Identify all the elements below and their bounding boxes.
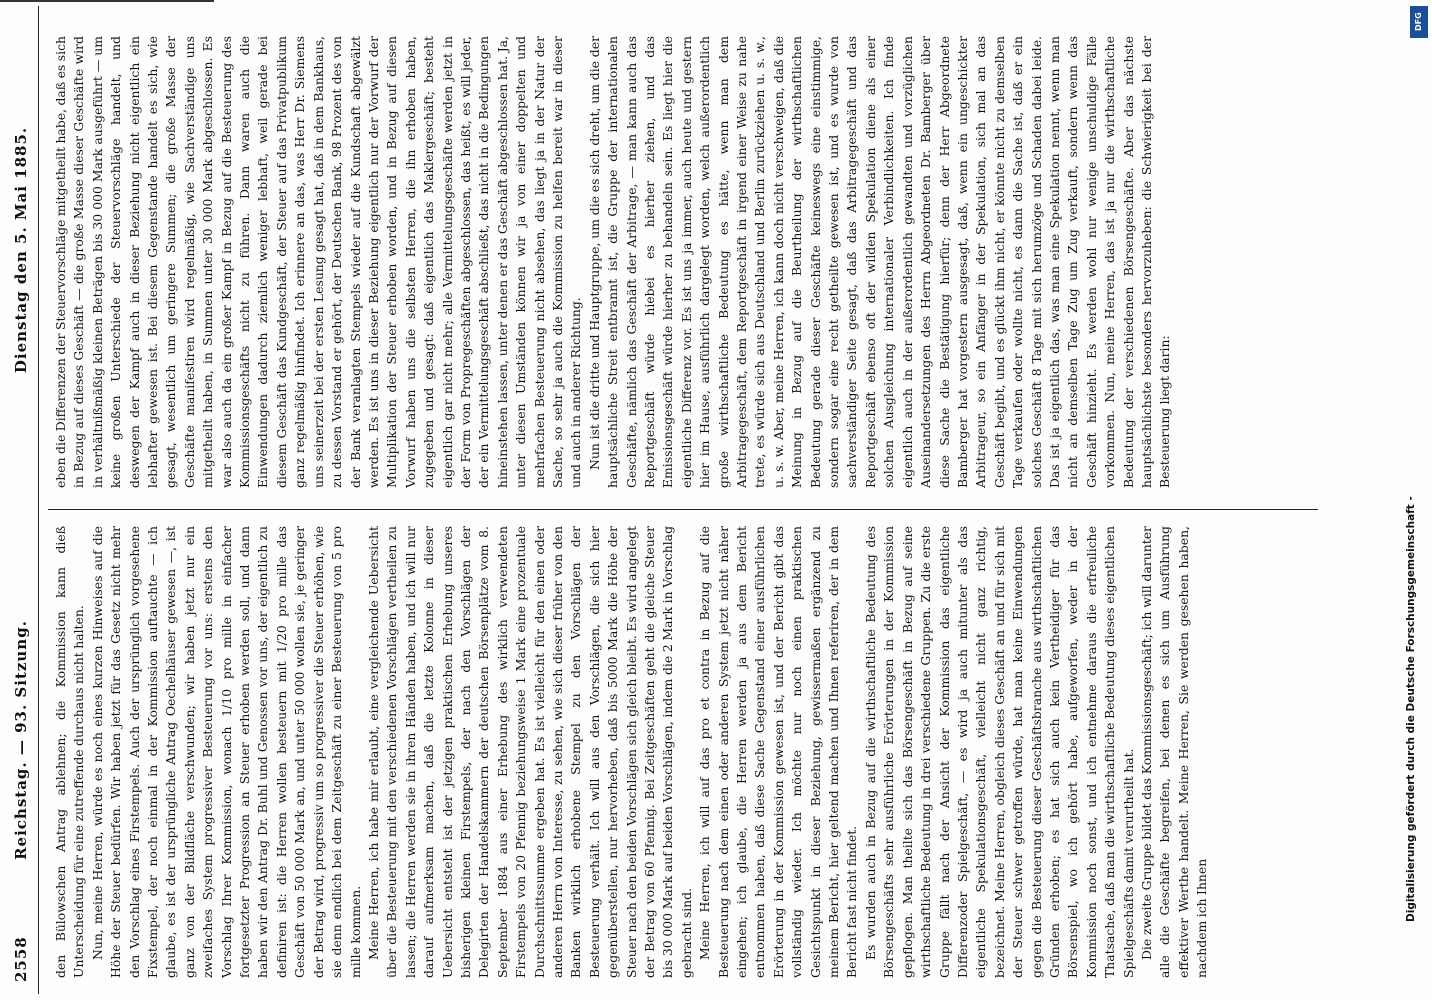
footer-credit: Digitalisierung gefördert durch die Deutsche Forschungsgemeinschaft -	[1405, 496, 1417, 922]
column-divider	[48, 509, 1318, 510]
paragraph: Meine Herren, ich habe mir erlaubt, eine vergleichende Uebersicht über die Besteuerung mit den verschiedenen Vorschlägen vertheilen zu lassen; die Herren werden sie in ihren Händen haben, und ich will nur darauf aufmerksam machen, daß die letzte Kolonne in dieser Uebersicht entsteht ist der jetzigen praktischen Erhebung unseres bisherigen kleinen Firstempels, der nach den Vorschlägen der Delegirten der Handelskammern der deutschen Börsenplätze vom 8. September 1884 aus einer Erhebung des wirklich verwendeten Firstempels von 20 Pfennig beziehungsweise 1 Mark eine prozentuale Durchschnittssumme ergeben hat. Es ist vielleicht für den einen oder anderen Herrn von Interesse, zu sehen, wie sich dieser früher von den Banken wirklich erhobene Stempel zu den Vorschlägen der Besteuerung verhält. Ich will aus den Vorschlägen, die sich hier gegenüberstellen, nur hervorheben, daß bis 5000 Mark die Höhe der Steuer nach den beiden Vorschlägen sich gleich bleibt. Es wird angelegt der Betrag von 60 Pfennig. Bei Zeitgeschäften geht die gleiche Steuer bis 30 000 Mark auf beiden Vorschlägen, indem die 2 Mark in Vorschlag gebracht sind.	[365, 526, 694, 978]
left-column	[52, 526, 1312, 978]
right-column	[52, 36, 1312, 488]
running-header	[0, 0, 60, 1000]
paragraph: Meine Herren, ich will auf das pro et contra in Bezug auf die Besteuerung nach dem einen oder anderen System jetzt nicht näher eingehen; ich glaube, die Herren werden ja aus dem Bericht entnommen haben, daß diese Sache Gegenstand einer ausführlichen Erörterung in der Kommission gewesen ist, und der Bericht gibt das vollständig wieder. Ich möchte nur noch einen praktischen Gesichtspunkt in dieser Beziehung, gewissermaßen ergänzend zu meinem Bericht, hier geltend machen und Ihnen referiren, der in dem Bericht fast nicht findet.	[697, 526, 860, 978]
paragraph: eben die Differenzen der Steuervorschläge mitgetheilt habe, daß es sich in Bezug auf dieses Geschäft — die große Masse dieser Geschäfte wird in verhältnißmäßig kleinen Beträgen bis 30 000 Mark ausgeführt — um keine großen Unterschiede der Steuervorschläge handelt, und deswegen der Kampf auch in dieser Beziehung nicht eigentlich ein lebhafter gewesen ist. Bei diesem Gegenstande handelt es sich, wie gesagt, wesentlich um geringere Summen; die große Masse der Geschäfte manifestiren wird regelmäßig, wie Sachverständige uns mitgetheilt haben, in Summen unter 30 000 Mark abgeschlossen. Es war also auch da ein großer Kampf in Bezug auf die Besteuerung des Kommissionsgeschäfts nicht zu führen. Dann waren auch die Einwendungen dadurch ziemlich weniger lebhaft, weil gerade bei diesem Geschäft das Kundgeschäft, der Steuer auf das Privatpublikum ganz regelmäßig hinfindet. Ich erinnere an das, was Herr Dr. Siemens uns seinerzeit bei der ersten Lesung gesagt hat, daß in dem Bankhaus, zu dessen Vorstand er gehört, der Deutschen Bank, 98 Prozent des von der Bank veranlagten Stempels wieder auf die Kundschaft abgewälzt werden. Es ist uns in dieser Beziehung eigentlich nur der Vorwurf der Multiplikation der Steuer erhoben worden, und in Bezug auf diesen Vorwurf haben uns die selbsten Herren, die ihn erhoben haben, zugegeben und gesagt: daß eigentlich das Maklergeschäft; besteht eigentlich gar nicht mehr; alle Vermittelungsgeschäfte werden jetzt in der Form von Propregeschäften abgeschlossen, das heißt, es will jeder, der ein Vermittelungsgeschäft abschließt, das nicht in die Bedingungen hineinstehen lassen, unter denen er das Geschäft abgeschlossen hat. Ja, unter diesen Umständen können wir ja von einer doppelten und mehrfachen Besteuerung nicht absehen, das liegt ja in der Natur der Sache, so sehr ja auch die Kommission zu helfen bereit war in dieser und auch in anderer Richtung.	[53, 36, 584, 488]
page-number: 2558	[12, 936, 30, 982]
digitization-footer	[1390, 0, 1432, 1000]
header-right-title: Dienstag den 5. Mai 1885.	[12, 126, 30, 374]
paragraph: den Bülowschen Antrag ablehnen; die Kommission kann dieß Unterscheidung für eine zutreffende durchaus nicht halten.	[53, 526, 87, 978]
header-rule	[38, 6, 39, 994]
paragraph: Nun, meine Herren, würde es noch eines kurzen Hinweises auf die Höhe der Steuer bedürfen. Wir haben jetzt für das Gesetz nicht mehr den Vorschlag eines Firstempels. Auch der ursprünglich vorgesehene Fixstempel, der noch einmal in der Kommission auftauchte — ich glaube, es ist der ursprüngliche Antrag Oechelhäuser gewesen —, ist ganz von der Bildfläche verschwunden; wir haben jetzt nur ein zweifaches System progressiver Besteuerung vor uns: erstens den Vorschlag Ihrer Kommission, wonach 1/10 pro mille in einfacher fortgesetzter Progression an Steuer erhoben werden soll, und dann haben wir den Antrag Dr. Buhl und Genossen vor uns, der eigentlich zu definiren ist: die Herren wollen besteuern mit 1/20 pro mille das Geschäft von 50 000 Mark an, und unter 50 000 wollen sie, je geringer der Betrag wird, progressiv um so progressiver die Steuer erhöhen, wie sie denn endlich bei dem Zeitgeschäft zu einer Besteuerung von 5 pro mille kommen.	[89, 526, 363, 978]
paragraph: Nun ist die dritte und Hauptgruppe, um die es sich dreht, um die der hauptsächliche Streit entbrannt ist, die Gruppe der internationalen Geschäfte, nämlich das Geschäft der Arbitrage, — man kann auch das Reportgeschäft würde hiebei es hierher ziehen, und das Emissionsgeschäft würde hierher zu behandeln sein. Es liegt hier die eigentliche Differenz vor. Es ist uns ja immer, auch heute und gestern hier im Hause, ausführlich dargelegt worden, welch außerordentlich große wirthschaftliche Bedeutung es hätte, wenn man dem Arbitragegeschäft, dem Reportgeschäft in irgend einer Weise zu nahe trete, es würde sich aus Deutschland und Berlin zurückziehen u. s. w., u. s. w. Aber, meine Herren, ich kann doch nicht verschweigen, daß die Meinung in Bezug auf die Beurtheilung der wirthschaftlichen Bedeutung gerade dieser Geschäfte keineswegs eine einstimmige, sondern sogar eine recht getheilte gewesen ist, und es wurde von sachverständiger Seite gesagt, daß das Arbitragegeschäft und das Reportgeschäft ebenso oft der wilden Spekulation diene als einer solchen Ausgleichung internationaler Verbindlichkeiten. Ich finde eigentlich auch in der außerordentlich gewandten und vorzüglichen Auseinandersetzungen des Herrn Abgeordneten Dr. Bamberger über diese Sache die Bestätigung hierfür; denn der Herr Abgeordnete Bamberger hat vorgestern ausgesagt, daß, wenn ein ungeschickter Arbitrageur, so ein Anfänger in der Spekulation, sich mal an das Geschäft begibt, und es glückt ihm nicht, er könnte nicht zu demselben Tage verkaufen oder wollte nicht, es dann die Sache ist, daß er ein solches Geschäft 8 Tage mit sich herumzöge und Schaden dabei leide. Das ist ja eigentlich das, was man eine Spekulation nennt, wenn man nicht an demselben Tage Zug um Zug verkauft, sondern wenn das Geschäft hinzieht. Es werden wohl nur wenige unschuldige Fälle vorkommen. Nun, meine Herren, das ist ja nur die wirthschaftliche Bedeutung der verschiedenen Börsengeschäfte. Aber das nächste hauptsächlichste besonders hervorzuheben: die Schwierigkeit bei der Besteuerung liegt darin:	[586, 36, 1173, 488]
dfg-logo-icon: DFG	[1410, 6, 1428, 38]
paragraph: Die zweite Gruppe bildet das Kommissionsgeschäft; ich will darunter alle die Geschäfte begreifen, bei denen es sich um Ausführung effektiver Werthe handelt. Meine Herren, Sie werden gesehen haben, nachdem ich Ihnen	[1138, 526, 1210, 978]
header-left-title: Reichstag. — 93. Sitzung.	[12, 620, 30, 860]
paragraph: Es wurden auch in Bezug auf die wirthschaftliche Bedeutung des Börsengeschäfts sehr ausführliche Erörterungen in der Kommission gepflogen. Man theilte sich das Börsengeschäft in Bezug auf seine wirthschaftliche Bedeutung in drei verschiedene Gruppen. Zu die erste Gruppe fällt nach der Ansicht der Kommission das eigentliche Differenzoder Spielgeschäft, — es wird ja auch mitunter als das eigentliche Spekulationsgeschäft, vielleicht nicht ganz richtig, bezeichnet. Meine Herren, obgleich dieses Geschäft an und für sich mit der Steuer schwer getroffen würde, hat man keine Einwendungen gegen die Besteuerung dieser Geschäftsbranche aus wirthschaftlichen Gründen erhoben; es hat sich auch kein Vertheidiger für das Börsenspiel, wo ich gehört habe, aufgeworfen, weder in der Kommission noch sonst, und ich entnehme daraus die erfreuliche Thatsache, daß man die wirthschaftliche Bedeutung dieses eigentlichen Spielgeschäfts damit verurtheilt hat.	[862, 526, 1136, 978]
